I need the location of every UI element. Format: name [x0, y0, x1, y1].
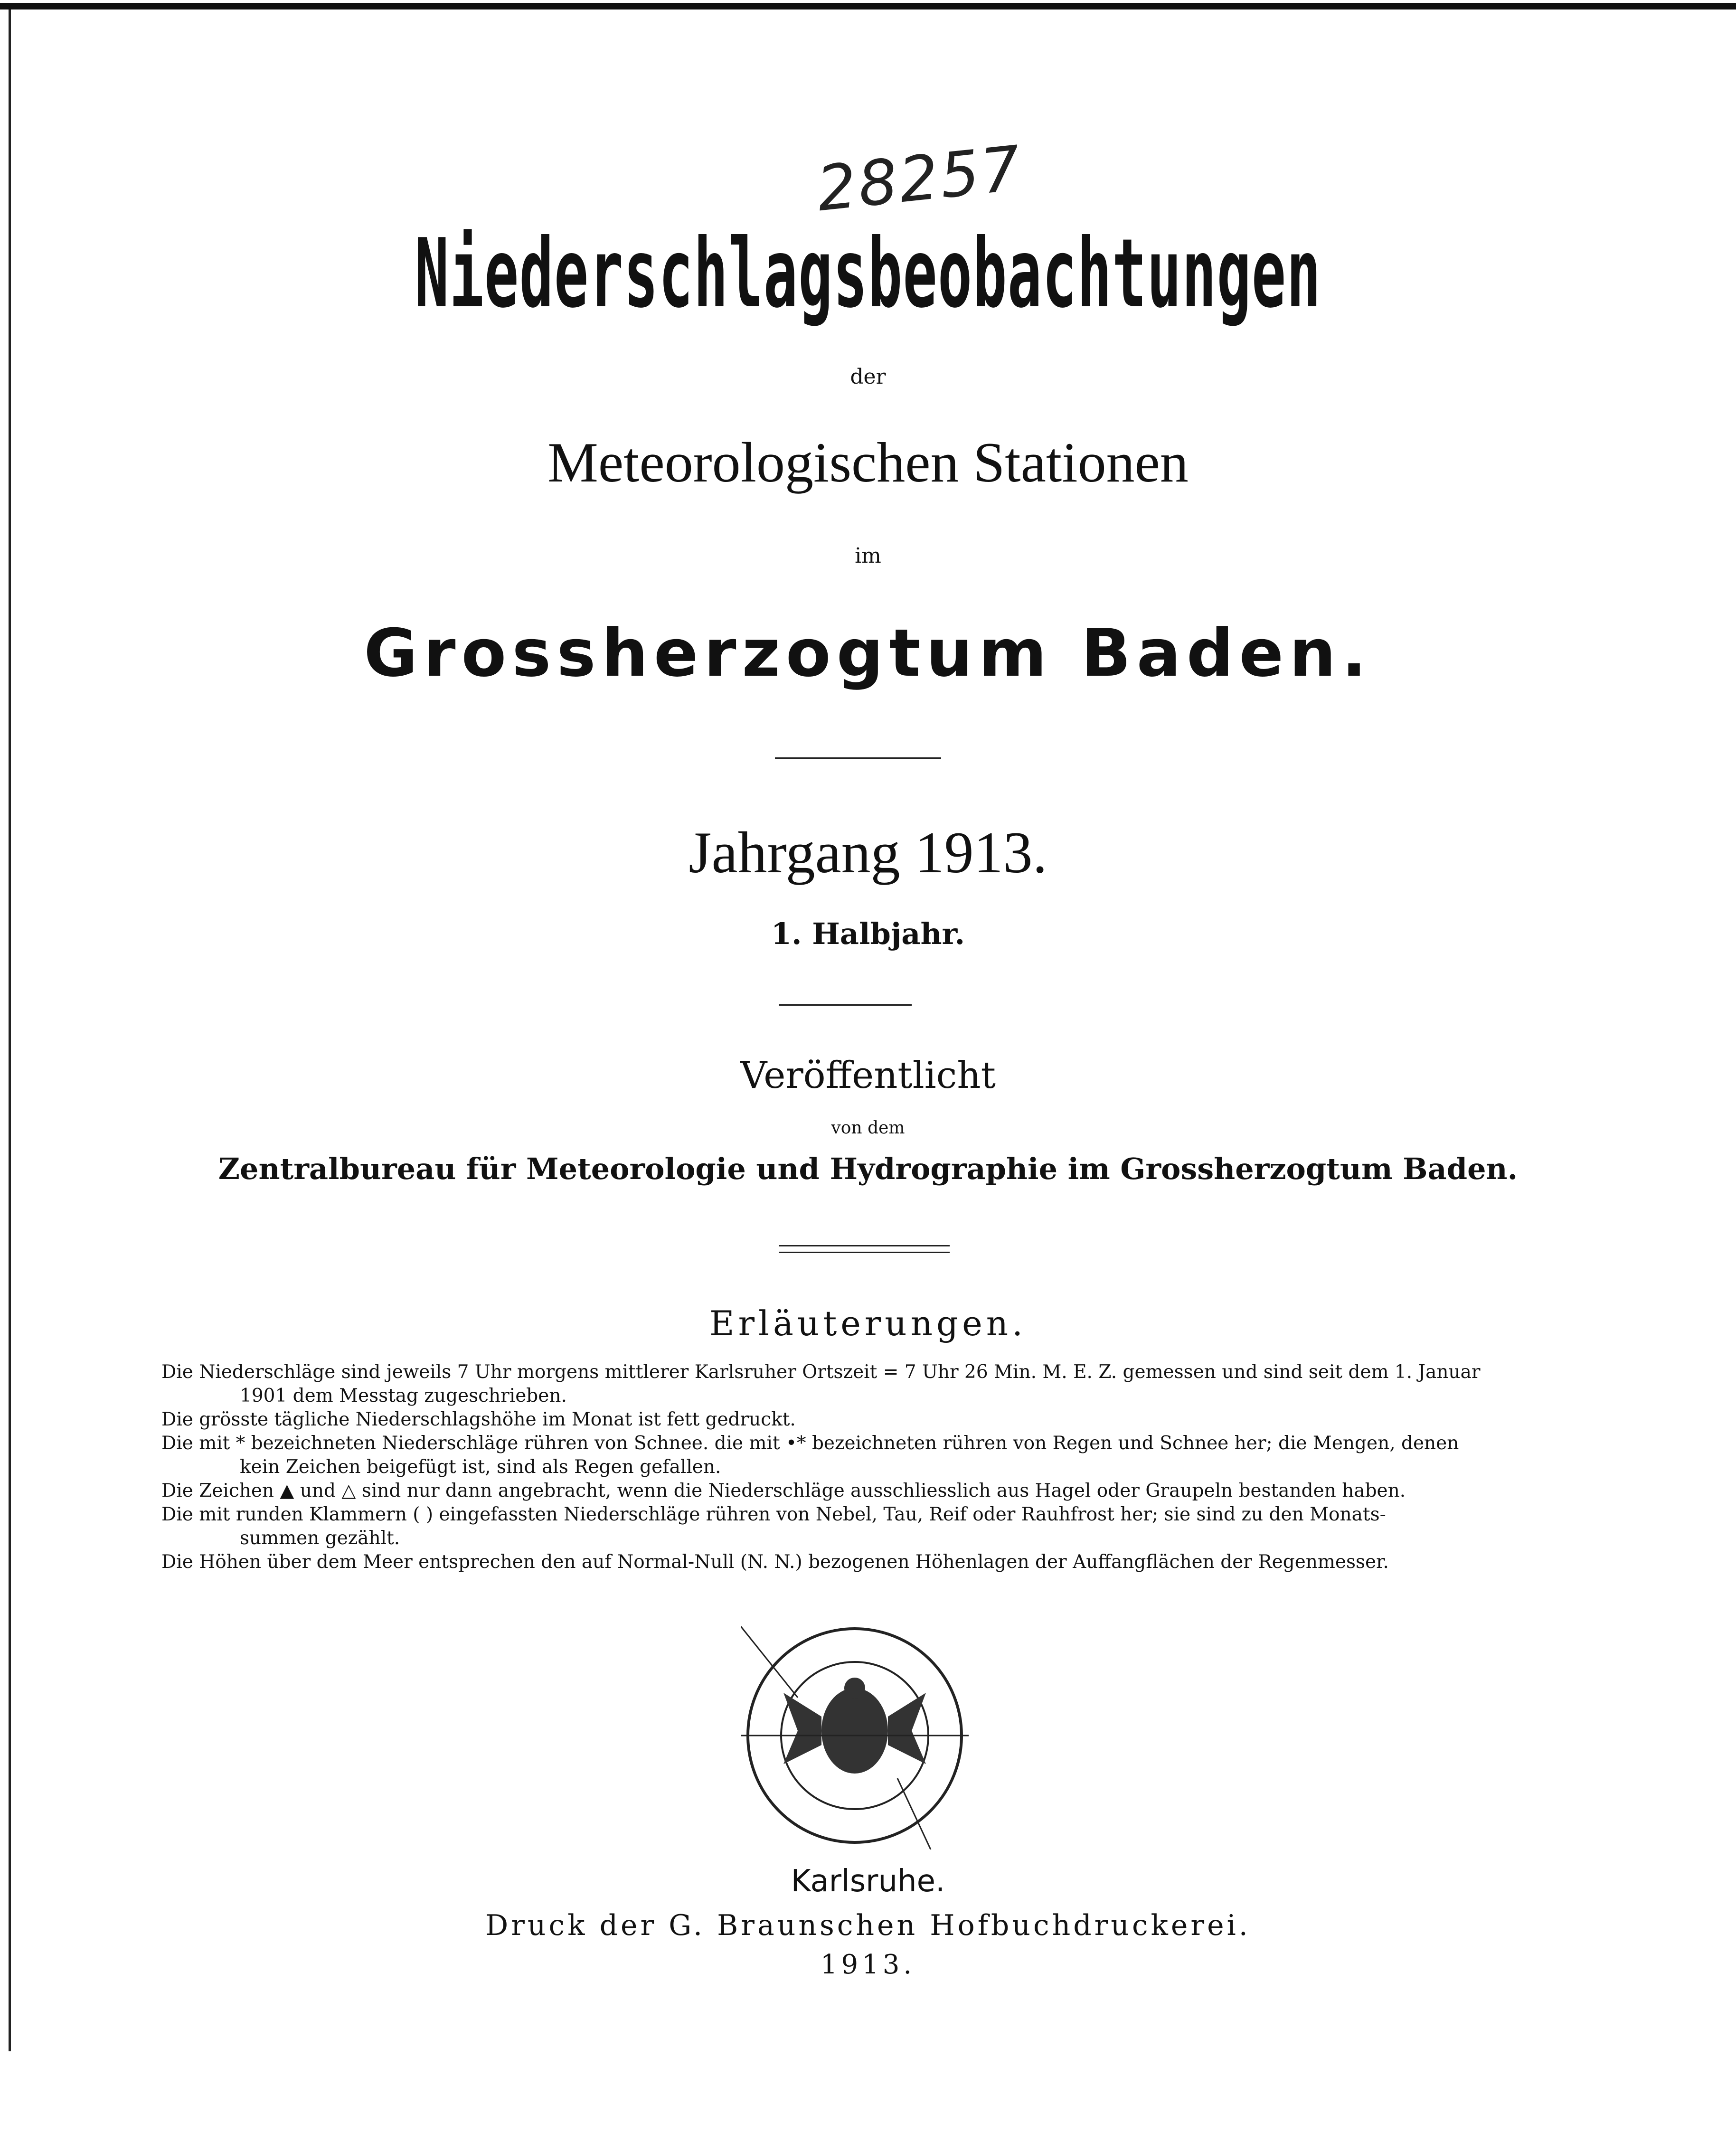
explanation-line: 1901 dem Messtag zugeschrieben. — [240, 1385, 567, 1406]
subtitle: Meteorologischen Stationen — [547, 431, 1189, 494]
explanation-line: Die mit * bezeichneten Niederschläge rühren von Schnee. die mit •* bezeichneten rühren von Regen und Schnee her; die Mengen, denen — [161, 1433, 1459, 1454]
explanation-line: Die Höhen über dem Meer entsprechen den auf Normal-Null (N. N.) bezogenen Höhenlagen der Auffangflächen der Regenmesser. — [161, 1551, 1389, 1573]
left-border — [9, 9, 11, 2051]
explanations-heading: Erläuterungen. — [709, 1303, 1027, 1343]
divider-3b — [779, 1252, 950, 1253]
der-text: der — [850, 365, 886, 389]
half-year: 1. Halbjahr. — [771, 916, 965, 951]
explanation-line: Die Zeichen ▲ und △ sind nur dann angebracht, wenn die Niederschläge ausschliesslich aus Hagel oder Graupeln bestanden haben. — [161, 1480, 1406, 1501]
von-dem-text: von dem — [831, 1118, 905, 1138]
explanations-list — [161, 1360, 1579, 1574]
institute-stamp — [741, 1622, 969, 1849]
published-label: Veröffentlicht — [740, 1054, 996, 1097]
im-text: im — [855, 544, 881, 568]
publisher: Zentralbureau für Meteorologie und Hydrographie im Grossherzogtum Baden. — [218, 1151, 1518, 1186]
top-border — [0, 3, 1736, 9]
region-title: Grossherzogtum Baden. — [364, 615, 1372, 691]
title: Niederschlagsbeobachtungen — [415, 218, 1321, 329]
explanation-line: Die mit runden Klammern ( ) eingefassten Niederschläge rühren von Nebel, Tau, Reif oder Rauhfrost her; sie sind zu den Monats- — [161, 1504, 1386, 1525]
place: Karlsruhe. — [791, 1864, 945, 1899]
explanation-line: summen gezählt. — [240, 1528, 400, 1549]
divider-2 — [779, 1004, 912, 1006]
explanation-line: kein Zeichen beigefügt ist, sind als Regen gefallen. — [240, 1456, 721, 1478]
year-title: Jahrgang 1913. — [689, 820, 1047, 885]
handwritten-number: 28257 — [813, 132, 1026, 226]
divider-3a — [779, 1245, 950, 1246]
print-year: 1913. — [820, 1949, 916, 1980]
explanation-line: Die Niederschläge sind jeweils 7 Uhr morgens mittlerer Karlsruher Ortszeit = 7 Uhr 26 Min. M. E. Z. gemessen und sind seit dem 1. Januar — [161, 1361, 1481, 1383]
divider-1 — [775, 757, 941, 759]
explanation-line: Die grösste tägliche Niederschlagshöhe im Monat ist fett gedruckt. — [161, 1409, 796, 1430]
printer: Druck der G. Braunschen Hofbuchdruckerei. — [485, 1909, 1251, 1942]
